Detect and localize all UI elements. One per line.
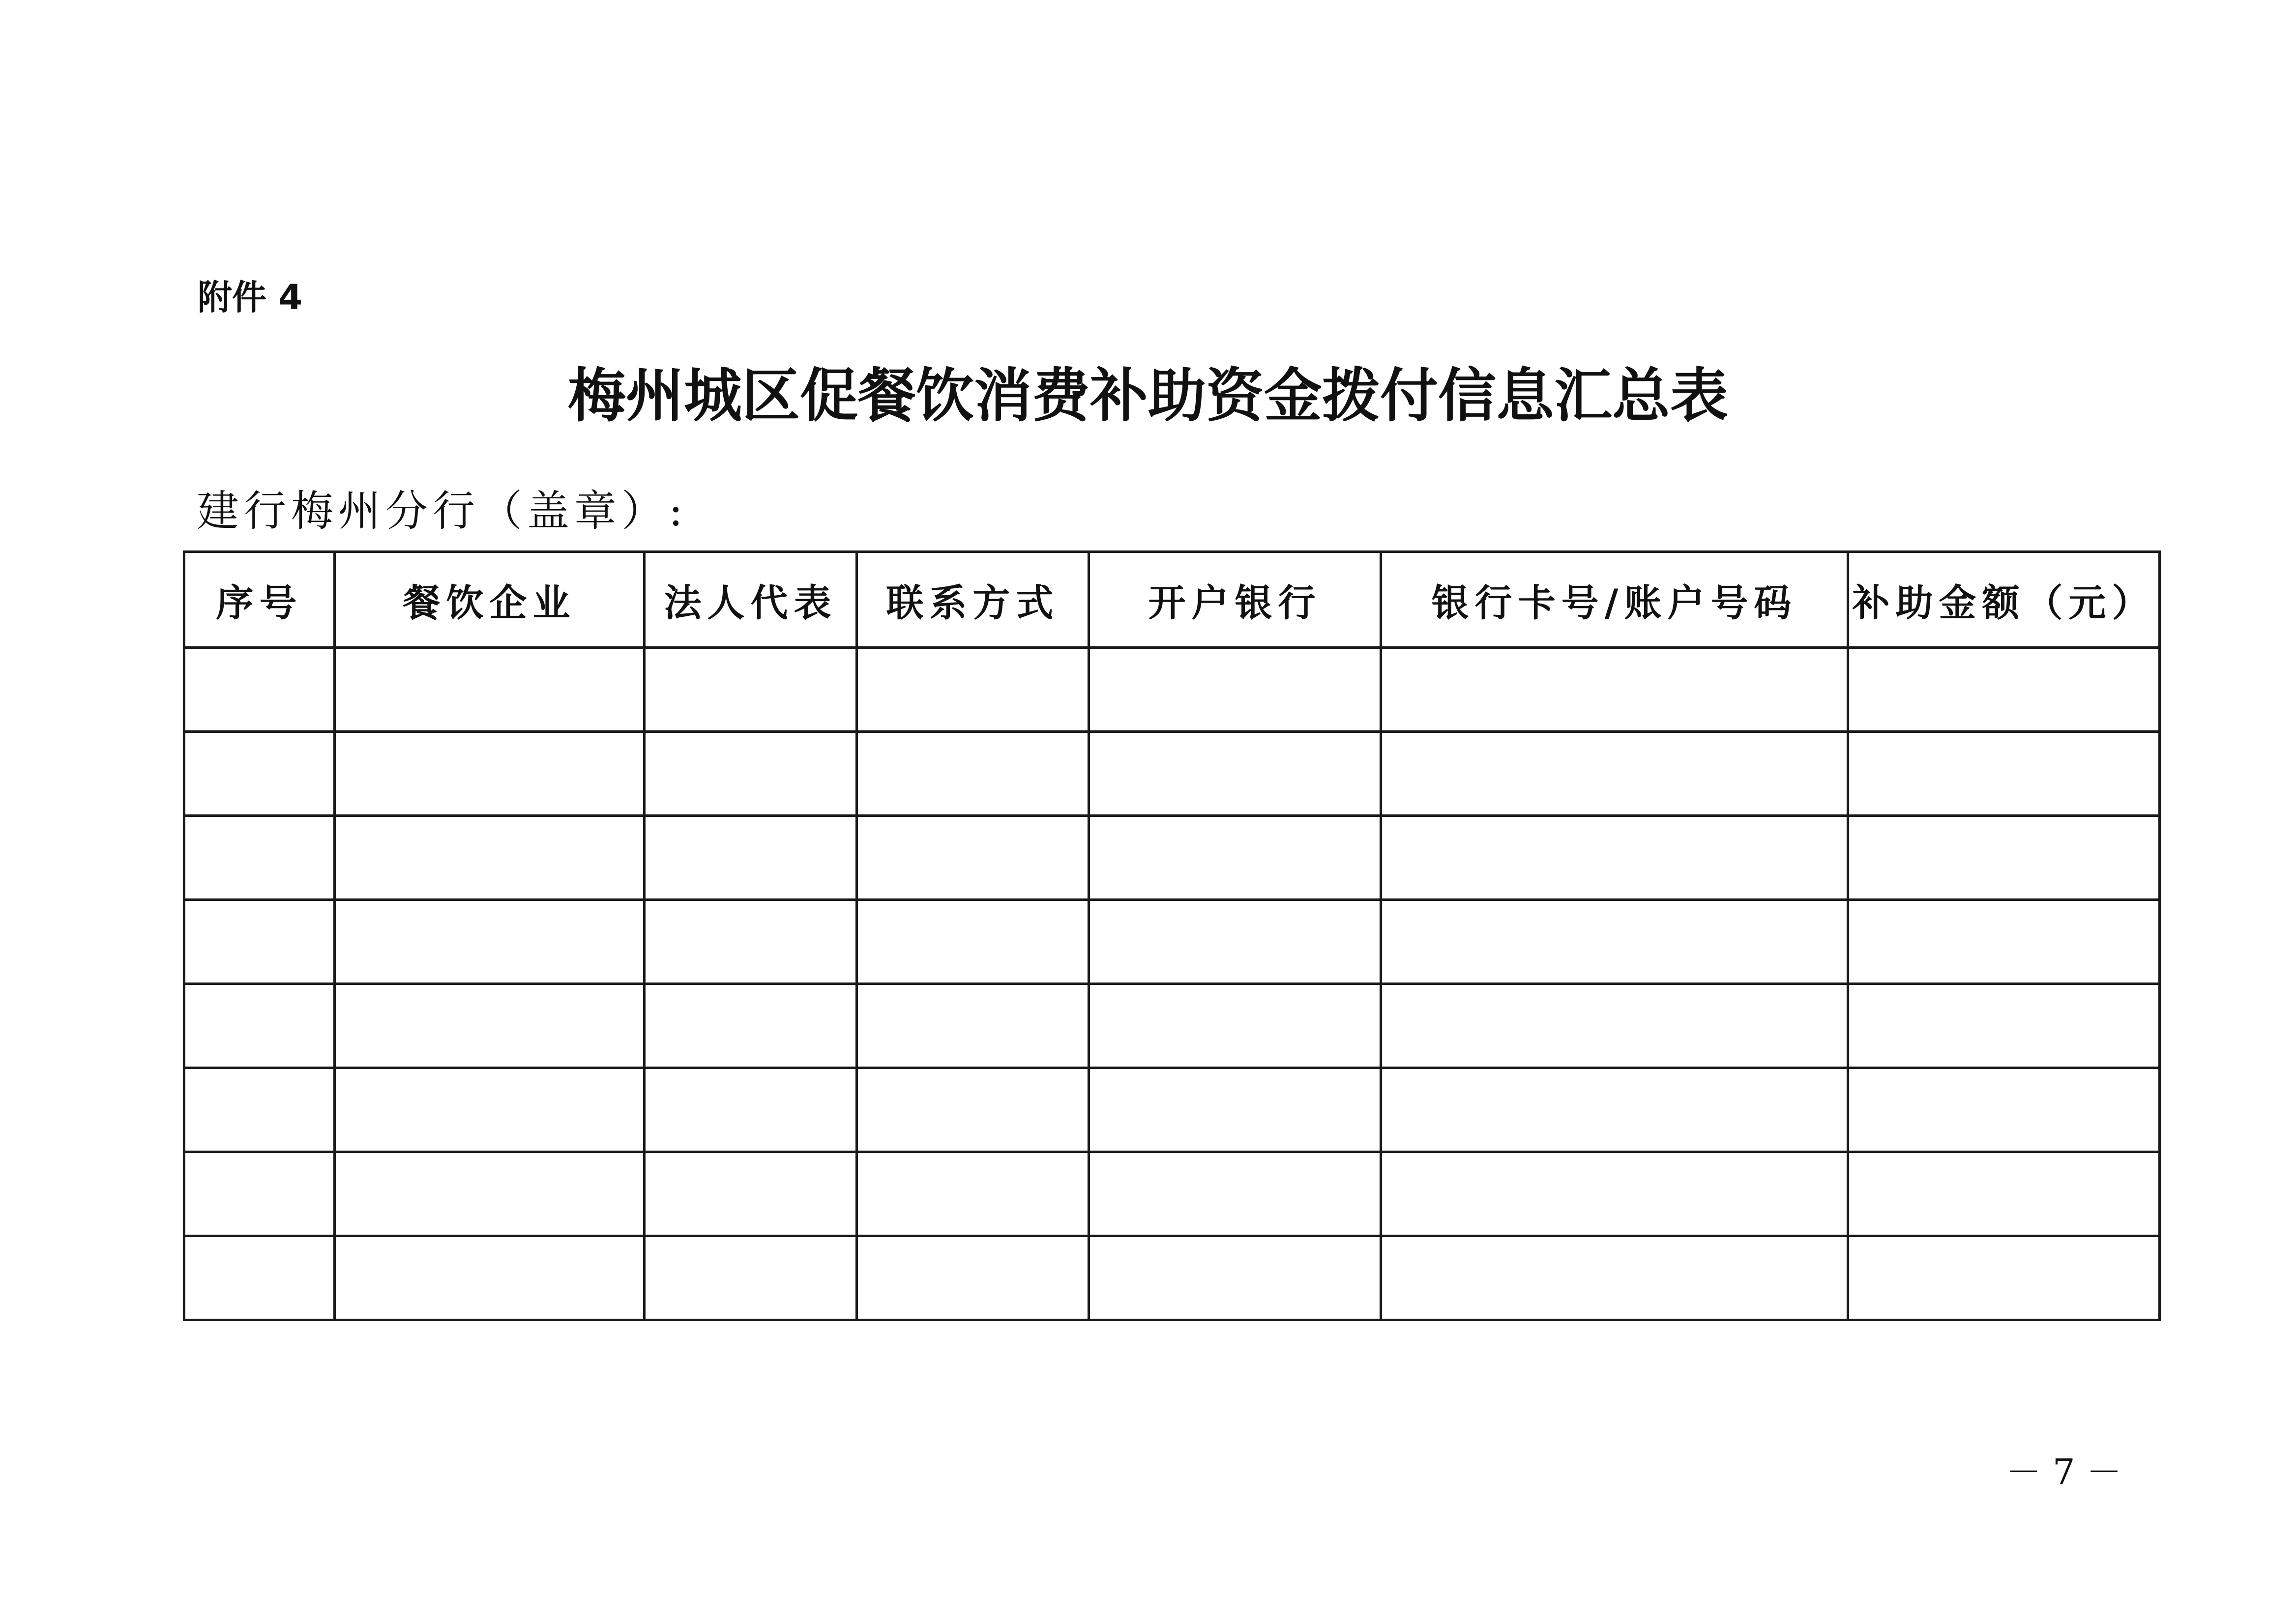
table-row: [184, 984, 2160, 1068]
table-cell: [1089, 816, 1381, 900]
table-cell: [645, 732, 857, 816]
table-cell: [335, 1152, 645, 1236]
table-cell: [857, 1236, 1089, 1320]
table-cell: [645, 816, 857, 900]
column-header-bank: 开户银行: [1089, 552, 1381, 648]
table-row: [184, 732, 2160, 816]
table-cell: [1848, 900, 2160, 984]
table-row: [184, 816, 2160, 900]
table-cell: [184, 816, 335, 900]
table-cell: [335, 900, 645, 984]
table-row: [184, 1152, 2160, 1236]
table-row: [184, 900, 2160, 984]
table-cell: [1089, 984, 1381, 1068]
table-cell: [1089, 1068, 1381, 1152]
table-cell: [645, 984, 857, 1068]
table-cell: [1381, 648, 1848, 732]
table-cell: [645, 1236, 857, 1320]
attachment-label: 附件 4: [198, 277, 303, 318]
table-cell: [335, 816, 645, 900]
table-cell: [184, 984, 335, 1068]
table-cell: [184, 1152, 335, 1236]
table-cell: [184, 1068, 335, 1152]
table-cell: [184, 1236, 335, 1320]
table-cell: [184, 900, 335, 984]
table-cell: [184, 732, 335, 816]
table-cell: [1089, 1152, 1381, 1236]
table-cell: [184, 648, 335, 732]
issuer-stamp-line: 建行梅州分行（盖章）:: [197, 487, 688, 536]
subsidy-summary-table: [183, 550, 2161, 1321]
table-cell: [1848, 1236, 2160, 1320]
table-cell: [645, 648, 857, 732]
table-cell: [335, 732, 645, 816]
table-cell: [1089, 648, 1381, 732]
table-cell: [857, 816, 1089, 900]
table-cell: [1848, 732, 2160, 816]
table-cell: [1848, 1068, 2160, 1152]
table-cell: [335, 1068, 645, 1152]
table-cell: [335, 984, 645, 1068]
table-cell: [335, 1236, 645, 1320]
column-header-contact: 联系方式: [857, 552, 1089, 648]
table-cell: [335, 648, 645, 732]
table-cell: [1381, 732, 1848, 816]
table-cell: [1381, 1068, 1848, 1152]
table-cell: [1381, 816, 1848, 900]
table-cell: [1848, 984, 2160, 1068]
table-cell: [1089, 1236, 1381, 1320]
column-header-legal-rep: 法人代表: [645, 552, 857, 648]
table-cell: [1089, 900, 1381, 984]
table-cell: [1381, 1152, 1848, 1236]
page-number: － 7 －: [2006, 1451, 2122, 1493]
column-header-restaurant: 餐饮企业: [335, 552, 645, 648]
table-cell: [1381, 1236, 1848, 1320]
table-cell: [1381, 900, 1848, 984]
table-row: [184, 1068, 2160, 1152]
table-cell: [1848, 648, 2160, 732]
column-header-account-number: 银行卡号/账户号码: [1381, 552, 1848, 648]
table-cell: [857, 900, 1089, 984]
table-row: [184, 648, 2160, 732]
table-row: [184, 1236, 2160, 1320]
table-body: [184, 648, 2160, 1320]
table-cell: [1381, 984, 1848, 1068]
table-cell: [1848, 816, 2160, 900]
table-cell: [857, 648, 1089, 732]
table-cell: [1848, 1152, 2160, 1236]
table-cell: [645, 1068, 857, 1152]
table-cell: [857, 1152, 1089, 1236]
table-cell: [857, 984, 1089, 1068]
table-cell: [645, 900, 857, 984]
column-header-index: 序号: [184, 552, 335, 648]
table-cell: [1089, 732, 1381, 816]
document-title: 梅州城区促餐饮消费补助资金拨付信息汇总表: [567, 361, 1728, 430]
table-cell: [645, 1152, 857, 1236]
column-header-subsidy-amount: 补助金额（元）: [1848, 552, 2160, 648]
table-cell: [857, 732, 1089, 816]
table-cell: [857, 1068, 1089, 1152]
table-header-row: [184, 552, 2160, 648]
